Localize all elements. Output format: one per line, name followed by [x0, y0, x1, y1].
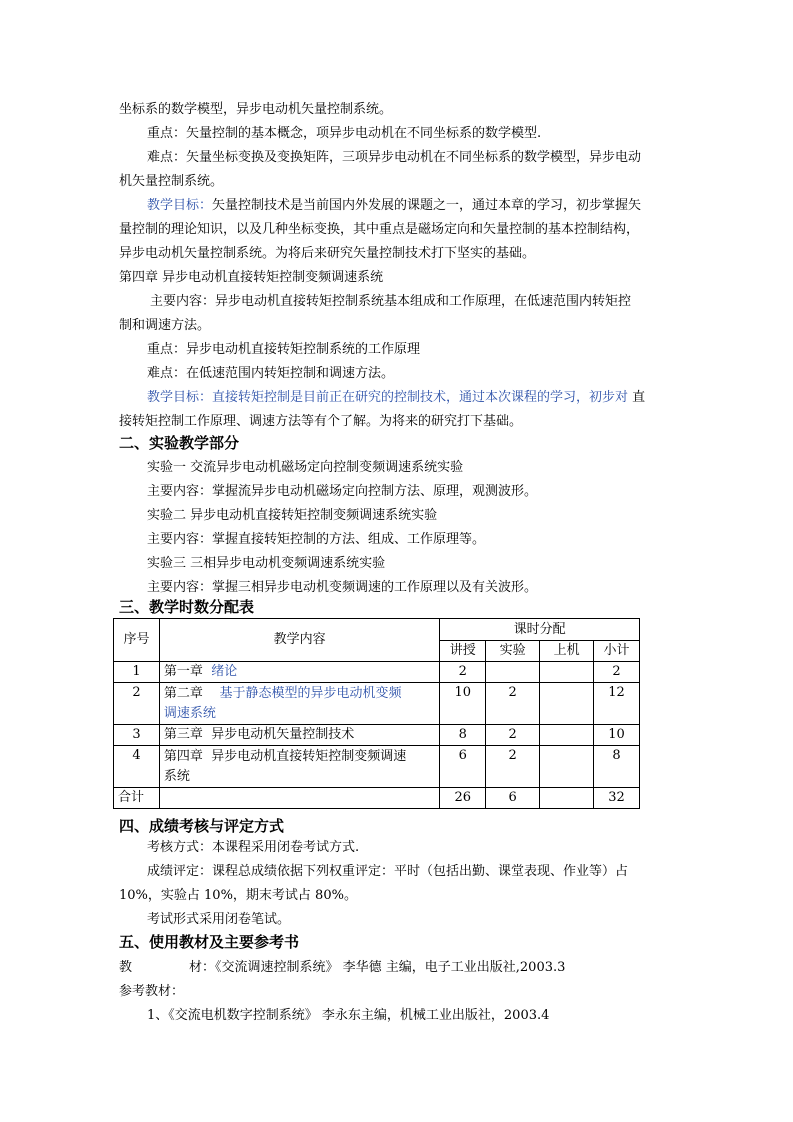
row-chapter-name-cont: 系统 [163, 768, 190, 784]
ch3-goal-1 [147, 197, 641, 215]
textbook-label-2: 材： [189, 960, 216, 975]
experiment-3-content: 主要内容：掌握三相异步电动机变频调速的工作原理以及有关波形。 [147, 580, 538, 595]
row-lab: 2 [486, 725, 540, 746]
row-subtotal: 8 [594, 746, 640, 788]
total-content [159, 788, 439, 809]
experiment-1-content: 主要内容：掌握流异步电动机磁场定向控制方法、原理，观测波形。 [147, 484, 538, 499]
table-row [114, 683, 640, 725]
ch3-line-1: 坐标系的数学模型，异步电动机矢量控制系统。 [119, 102, 393, 117]
row-lab: 2 [486, 746, 540, 788]
header-no: 序号 [114, 619, 160, 662]
ch3-goal-text: 矢量控制技术是当前国内外发展的课题之一，通过本章的学习，初步掌握矢 [212, 198, 642, 213]
total-lab: 6 [486, 788, 540, 809]
row-lab: 2 [486, 683, 540, 725]
row-chapter-name: 异步电动机矢量控制技术 [211, 727, 355, 742]
textbook-line [189, 959, 565, 977]
grading-2: 10%，实验占 10%，期末考试占 80%。 [119, 888, 357, 903]
header-lab: 实验 [486, 641, 540, 662]
row-subtotal: 12 [594, 683, 640, 725]
ch4-goal-1 [147, 389, 645, 407]
row-chapter-name: 绪论 [211, 664, 238, 679]
table-row [114, 725, 640, 746]
row-content [159, 662, 439, 683]
ch3-goal-3: 异步电动机矢量控制系统。为将后来研究矢量控制技术打下坚实的基础。 [119, 246, 536, 261]
ch4-key-points: 重点：异步电动机直接转矩控制系统的工作原理 [147, 342, 421, 357]
section-3-heading: 三、教学时数分配表 [119, 598, 255, 616]
experiment-3: 实验三 三相异步电动机变频调速系统实验 [147, 556, 386, 571]
row-chapter: 第四章 [163, 748, 212, 764]
ch4-goal-black: 直 [628, 390, 646, 405]
row-chapter-name: 基于静态模型的异步电动机变频 [219, 685, 402, 701]
ch4-goal-blue: 教学目标：直接转矩控制是目前正在研究的控制技术，通过本次课程的学习，初步对 [147, 390, 629, 405]
header-allocation: 课时分配 [440, 619, 640, 641]
row-machine [540, 683, 594, 725]
total-machine [540, 788, 594, 809]
row-chapter-name-cont: 调速系统 [163, 705, 216, 721]
header-machine: 上机 [540, 641, 594, 662]
row-lecture: 6 [440, 746, 486, 788]
row-subtotal: 10 [594, 725, 640, 746]
experiment-2-content: 主要内容：掌握直接转矩控制的方法、组成、工作原理等。 [147, 532, 486, 547]
textbook-label-1: 教 [119, 960, 133, 975]
table-row [114, 746, 640, 788]
row-chapter: 第一章 [163, 664, 212, 679]
total-lecture: 26 [440, 788, 486, 809]
section-5-heading: 五、使用教材及主要参考书 [119, 933, 300, 951]
assessment-method: 考核方式：本课程采用闭卷考试方式. [147, 840, 360, 855]
row-chapter: 第三章 [163, 727, 212, 742]
ch3-goal-2: 量控制的理论知识，以及几种坐标变换，其中重点是磁场定向和矢量控制的基本控制结构， [119, 222, 640, 237]
ch4-difficulties: 难点：在低速范围内转矩控制和调速方法。 [147, 366, 395, 381]
row-lab [486, 662, 540, 683]
ch4-goal-2: 接转矩控制工作原理、调速方法等有个了解。为将来的研究打下基础。 [119, 414, 523, 429]
experiment-1: 实验一 交流异步电动机磁场定向控制变频调速系统实验 [147, 460, 464, 475]
total-label: 合计 [114, 788, 160, 809]
row-no: 4 [114, 746, 160, 788]
row-machine [540, 662, 594, 683]
ch4-content-2: 制和调速方法。 [119, 318, 211, 333]
row-machine [540, 725, 594, 746]
exam-format: 考试形式采用闭卷笔试。 [147, 912, 291, 927]
ch3-difficulties-1: 难点：矢量坐标变换及变换矩阵，三项异步电动机在不同坐标系的数学模型，异步电动 [147, 150, 642, 165]
header-lecture: 讲授 [440, 641, 486, 662]
header-subtotal: 小计 [594, 641, 640, 662]
row-subtotal: 2 [594, 662, 640, 683]
row-no: 3 [114, 725, 160, 746]
section-2-heading: 二、实验教学部分 [119, 434, 240, 452]
ch4-title: 第四章 异步电动机直接转矩控制变频调速系统 [119, 270, 384, 285]
row-lecture: 8 [440, 725, 486, 746]
grading-1: 成绩评定：课程总成绩依据下列权重评定：平时（包括出勤、课堂表现、作业等）占 [147, 864, 629, 879]
header-content: 教学内容 [159, 619, 439, 662]
section-4-heading: 四、成绩考核与评定方式 [119, 817, 285, 835]
row-content [159, 683, 439, 725]
row-chapter-name: 异步电动机直接转矩控制变频调速 [211, 748, 407, 764]
experiment-2: 实验二 异步电动机直接转矩控制变频调速系统实验 [147, 508, 438, 523]
row-chapter: 第二章 [163, 685, 220, 701]
row-content [159, 725, 439, 746]
total-row [114, 788, 640, 809]
row-machine [540, 746, 594, 788]
row-no: 2 [114, 683, 160, 725]
table-row [114, 662, 640, 683]
row-lecture: 10 [440, 683, 486, 725]
ch3-goal-label: 教学目标： [147, 198, 213, 213]
total-subtotal: 32 [594, 788, 640, 809]
row-lecture: 2 [440, 662, 486, 683]
textbook-value: 《交流调速控制系统》 李华德 主编，电子工业出版社,2003.3 [215, 960, 566, 975]
reference-label: 参考教材： [119, 984, 185, 999]
reference-1: 1、《交流电机数字控制系统》 李永东主编，机械工业出版社，2003.4 [147, 1008, 550, 1023]
ch3-key-points: 重点：矢量控制的基本概念，项异步电动机在不同坐标系的数学模型. [147, 126, 542, 141]
hours-table [113, 618, 640, 809]
ch3-difficulties-2: 机矢量控制系统。 [119, 174, 224, 189]
row-no: 1 [114, 662, 160, 683]
row-content [159, 746, 439, 788]
ch4-content-1: 主要内容：异步电动机直接转矩控制系统基本组成和工作原理，在低速范围内转矩控 [150, 294, 632, 309]
